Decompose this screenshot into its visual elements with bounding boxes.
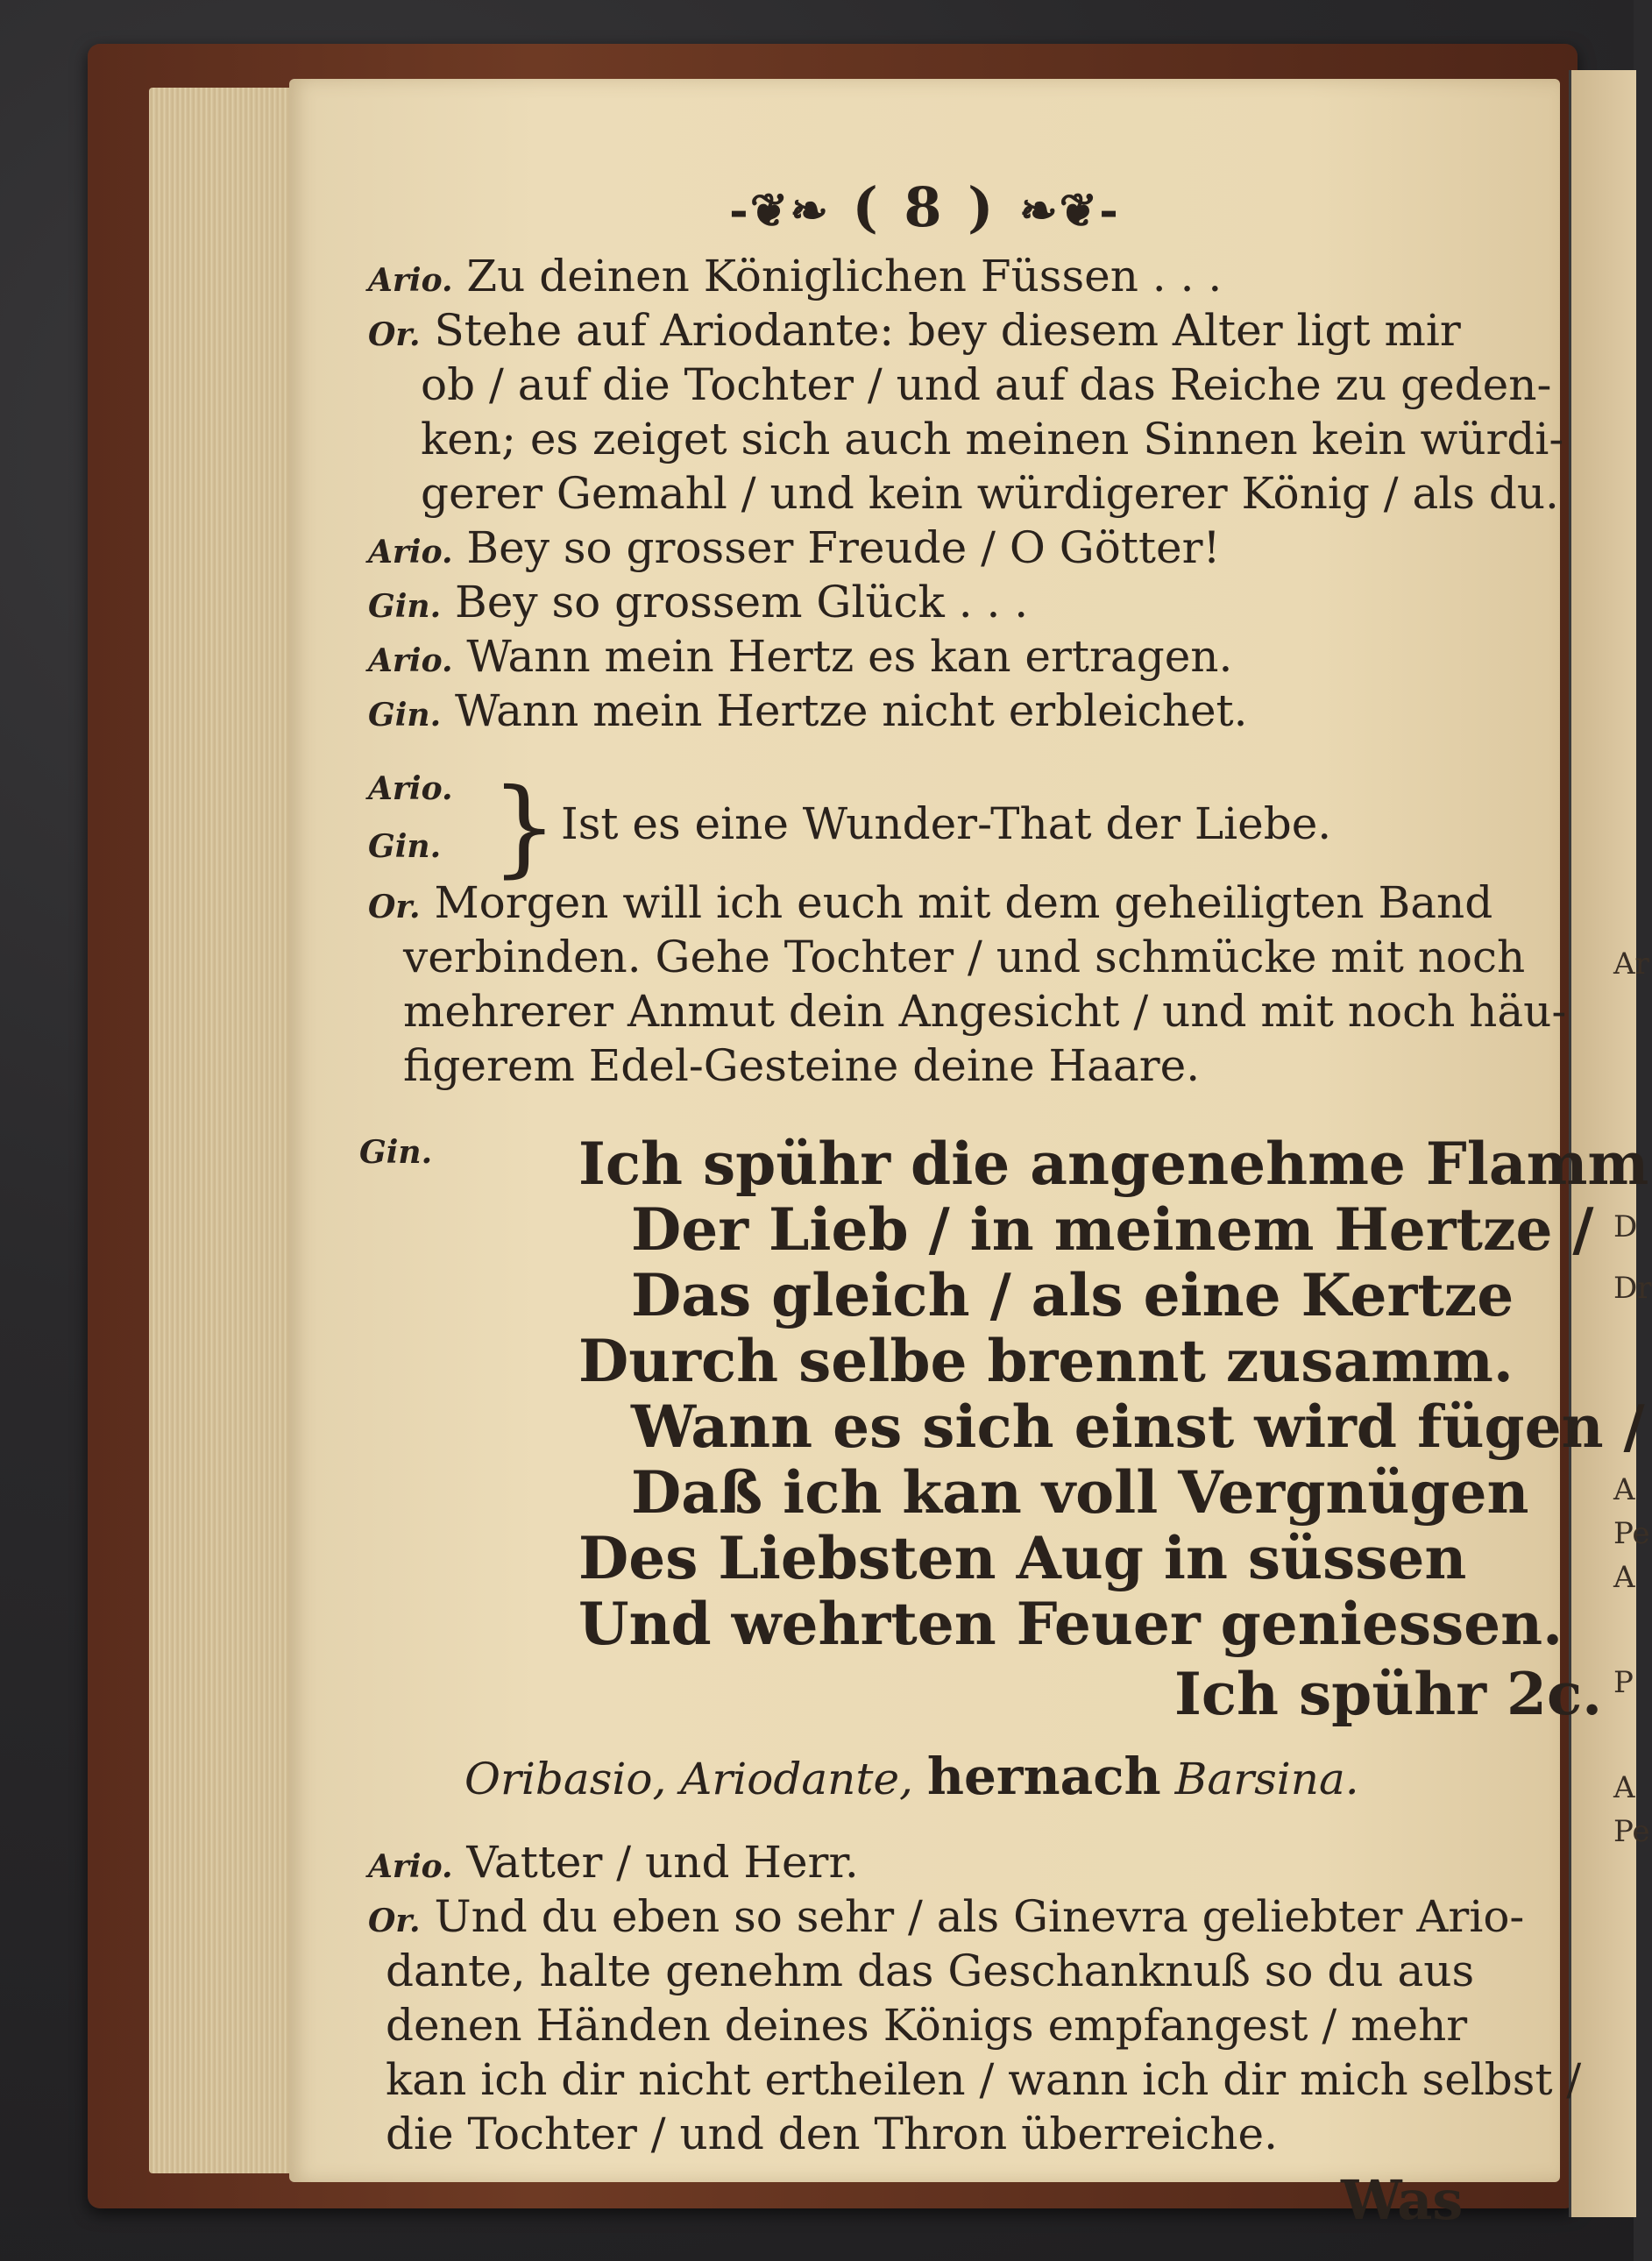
speaker-label: Ario. [368,642,453,679]
scene-heading-names: Oribasio, Ariodante, [464,1754,913,1804]
aria-speaker [359,1126,432,1170]
dialogue-line [368,577,1029,627]
dialogue-line [368,631,1233,682]
dialogue-line [386,2054,1582,2105]
facing-fragment: A [1613,1770,1635,1805]
aria-line: Ich spühr die angenehme Flamm [578,1130,1649,1198]
dialogue-text: denen Händen deines Königs empfangest / mehr [386,2000,1468,2051]
dialogue-line [386,1946,1475,1996]
facing-fragment: Ar [1613,946,1649,982]
dialogue-text: ken; es zeiget sich auch meinen Sinnen kein würdi- [421,414,1564,464]
aria-line: Wann es sich einst wird fügen / [631,1393,1645,1461]
dialogue-text: Stehe auf Ariodante: bey diesem Alter ligt mir [434,305,1461,356]
aria-line: Des Liebsten Aug in süssen [578,1524,1467,1592]
dialogue-line [403,932,1526,982]
dialogue-line [421,414,1564,464]
speaker-label: Gin. [368,697,442,734]
dialogue-text: Bey so grossem Glück . . . [455,577,1029,627]
aria-line: Das gleich / als eine Kertze [631,1261,1514,1329]
dialogue-line [403,986,1567,1037]
aria-line: Daß ich kan voll Vergnügen [631,1458,1529,1527]
duet-speaker [368,820,441,864]
facing-fragment: P [1613,1665,1634,1700]
dialogue-text: Ist es eine Wunder-That der Liebe. [561,798,1332,849]
dialogue-text: gerer Gemahl / und kein würdigerer König / als du. [421,468,1559,519]
facing-fragment: A [1613,1560,1635,1595]
dialogue-text: Bey so grosser Freude / O Götter! [466,522,1221,573]
scene-heading-last: Barsina. [1174,1754,1359,1804]
dialogue-text: kan ich dir nicht ertheilen / wann ich dir mich selbst / [386,2054,1582,2105]
dialogue-text: Vatter / und Herr. [466,1837,859,1888]
dialogue-text: dante, halte genehm das Geschanknuß so du aus [386,1946,1475,1996]
ornament-right-icon: ❧❦- [1019,184,1120,237]
dialogue-line [403,1040,1201,1091]
dialogue-text: verbinden. Gehe Tochter / und schmücke mit noch [403,932,1526,982]
dialogue-text: Morgen will ich euch mit dem geheiligten Band [434,877,1493,928]
dialogue-text: mehrerer Anmut dein Angesicht / und mit noch häu- [403,986,1567,1037]
speaker-label: Or. [368,889,421,925]
aria-line: Und wehrten Feuer geniessen. [578,1590,1563,1658]
speaker-label: Ario. [368,534,453,571]
dialogue-text: Zu deinen Königlichen Füssen . . . [466,251,1223,301]
dialogue-text: Und du eben so sehr / als Ginevra geliebter Ario- [434,1891,1525,1942]
facing-fragment: A [1613,1472,1635,1507]
facing-fragment: Dr [1613,1271,1652,1306]
dialogue-line [421,468,1559,519]
facing-fragment: D [1613,1209,1638,1244]
speaker-label: Gin. [368,588,442,625]
scene-heading-then: hernach [926,1747,1161,1806]
dialogue-line [386,2000,1468,2051]
speaker-label: Ario. [368,1848,453,1885]
dialogue-line [421,359,1552,410]
duet-speaker [368,762,453,806]
dialogue-line [368,877,1493,928]
da-capo: Ich spühr 2c. [1174,1660,1603,1728]
catchword: Was [1341,2168,1464,2232]
dialogue-line [368,305,1461,356]
speaker-label: Or. [368,316,421,353]
dialogue-line [368,251,1223,301]
speaker-label: Gin. [359,1134,433,1171]
dialogue-line [386,2109,1278,2159]
dialogue-text: Wann mein Hertze nicht erbleichet. [455,685,1248,736]
brace-icon: } [491,767,558,889]
aria-line: Durch selbe brennt zusamm. [578,1327,1514,1395]
dialogue-line [368,522,1221,573]
speaker-label: Ario. [368,770,453,807]
dialogue-line [368,685,1248,736]
duet-line [561,798,1332,849]
facing-fragment: Pe [1613,1814,1650,1849]
page-header [289,175,1560,239]
dialogue-text: figerem Edel-Gesteine deine Haare. [403,1040,1201,1091]
dialogue-line [368,1891,1525,1942]
scene-heading [464,1747,1359,1806]
dialogue-text: die Tochter / und den Thron überreiche. [386,2109,1278,2159]
speaker-label: Or. [368,1903,421,1939]
dialogue-text: Wann mein Hertz es kan ertragen. [466,631,1233,682]
dialogue-line [368,1837,859,1888]
speaker-label: Gin. [368,828,442,865]
facing-fragment: Pe [1613,1516,1650,1551]
aria-line: Der Lieb / in meinem Hertze / [631,1195,1594,1264]
ornament-left-icon: -❦❧ [729,184,830,237]
page-number: ( 8 ) [852,175,997,239]
speaker-label: Ario. [368,262,453,299]
dialogue-text: ob / auf die Tochter / und auf das Reiche zu geden- [421,359,1552,410]
